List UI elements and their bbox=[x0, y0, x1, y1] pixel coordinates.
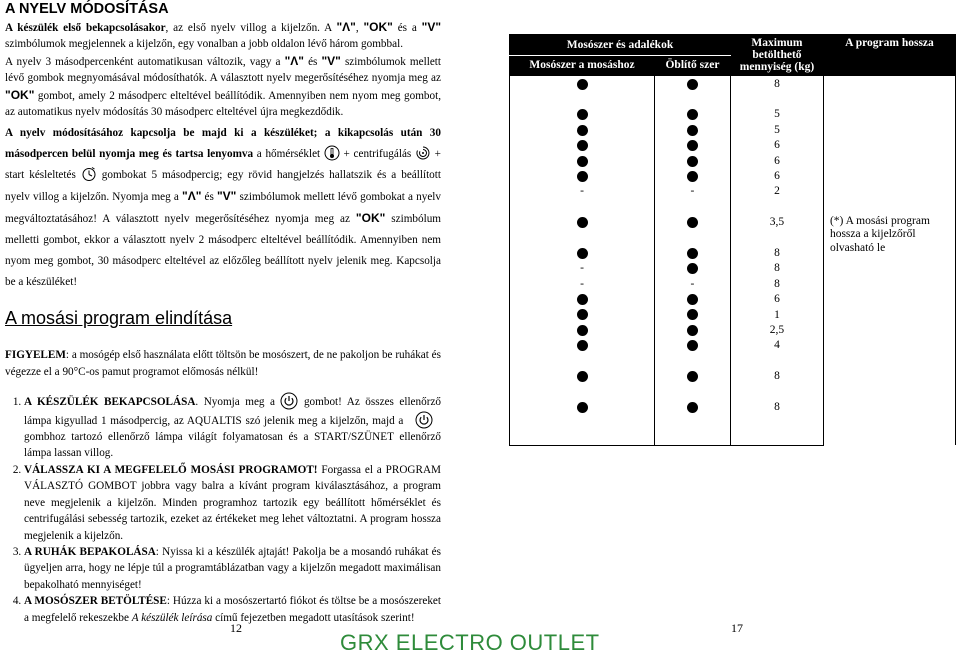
max-load-cell bbox=[730, 230, 823, 245]
max-load-header: Maximum betölthető mennyiség (kg) bbox=[730, 35, 823, 76]
step-1: 1. A KÉSZÜLÉK BEKAPCSOLÁSA. Nyomja meg a gombot! Az összes ellenőrző lámpa kigyullad 1 másodpercig, az AQUALTIS szó jelenik meg a kijelzőn, majd a gombhoz tartozó ellenőrző lámpa világít folyamatosan és a START/SZÜNET ellenőrző lámpa lassan villog. bbox=[24, 392, 441, 462]
detergent-cell bbox=[510, 322, 655, 337]
softener-cell bbox=[655, 399, 731, 414]
wash-program-heading: A mosási program elindítása bbox=[5, 308, 233, 329]
softener-cell bbox=[655, 245, 731, 260]
filled-dot-icon bbox=[577, 248, 588, 259]
page-number-right: 17 bbox=[731, 621, 743, 635]
filled-dot-icon bbox=[687, 156, 698, 167]
detergent-cell bbox=[510, 168, 655, 183]
detergent-cell bbox=[510, 138, 655, 153]
detergent-cell bbox=[510, 107, 655, 122]
softener-cell bbox=[655, 338, 731, 353]
max-load-cell: 3,5 bbox=[730, 215, 823, 230]
steps-list bbox=[5, 392, 441, 626]
detergent-cell bbox=[510, 291, 655, 306]
step-4: 4. A MOSÓSZER BETÖLTÉSE: Húzza ki a mosószertartó fiókot és töltse be a mosószereket a megfelelő rekeszekbe A készülék leírása című fejezetben megadott utasítások szerint! bbox=[24, 593, 441, 626]
max-load-cell: 6 bbox=[730, 291, 823, 306]
max-load-cell bbox=[730, 415, 823, 446]
ok-symbol: "OK" bbox=[363, 20, 393, 34]
softener-cell bbox=[655, 384, 731, 399]
filled-dot-icon bbox=[577, 217, 588, 228]
filled-dot-icon bbox=[687, 309, 698, 320]
softener-cell bbox=[655, 261, 731, 276]
max-load-cell bbox=[730, 353, 823, 368]
filled-dot-icon bbox=[687, 402, 698, 413]
detergent-cell: - bbox=[510, 276, 655, 291]
filled-dot-icon bbox=[687, 171, 698, 182]
power-icon bbox=[407, 411, 441, 429]
left-column bbox=[5, 0, 441, 626]
filled-dot-icon bbox=[687, 325, 698, 336]
detergent-wash-header: Mosószer a mosáshoz bbox=[510, 55, 655, 76]
max-load-cell: 4 bbox=[730, 338, 823, 353]
softener-header: Öblítő szer bbox=[655, 55, 731, 76]
max-load-cell: 6 bbox=[730, 138, 823, 153]
filled-dot-icon bbox=[577, 79, 588, 90]
softener-cell bbox=[655, 199, 731, 214]
detergent-cell bbox=[510, 199, 655, 214]
detergent-cell bbox=[510, 76, 655, 92]
power-icon bbox=[280, 392, 298, 410]
softener-cell bbox=[655, 322, 731, 337]
max-load-cell: 5 bbox=[730, 107, 823, 122]
filled-dot-icon bbox=[687, 340, 698, 351]
detergent-cell bbox=[510, 230, 655, 245]
ok-symbol: "OK" bbox=[5, 87, 35, 102]
max-load-cell: 2 bbox=[730, 184, 823, 199]
step-2: 2. VÁLASSZA KI A MEGFELELŐ MOSÁSI PROGRAMOT! Forgassa el a PROGRAM VÁLASZTÓ GOMBOT jobbra vagy balra a kívánt program kiválasztásához, a program neve megjelenik a kijelzőn. Minden programhoz tartozik egy beállított hőmérséklet és centrifugálási sebesség tartozik, ezeket az értékeket meg lehet változtatni. A program hossza megjelenik a kijelzőn. bbox=[24, 462, 441, 544]
language-modify-instructions: A nyelv módosításához kapcsolja be majd ki a készüléket; a kikapcsolás után 30 másodpercen belül nyomja meg és tartsa lenyomva a hőmérséklet + centrifugálás + start késleltetés gombokat 5 másodpercig; egy rövid hangjelzés hallatszik és a beállított nyelv villog a kijelzőn. Nyomja meg a "Λ" és "V" szimbólumok mellett lévő gombokat a nyelv megváltoztatásához! A választott nyelv megerősítéséhez nyomja meg az "OK" szimbólum melletti gombot, ekkor a választott nyelv 2 másodperc elteltével beállítódik. Amennyiben nem nyom meg gombot, 30 másodperc elteltével az előzőleg beállított nyelv jelenik meg. Kapcsolja be a készüléket! bbox=[5, 127, 441, 289]
filled-dot-icon bbox=[577, 125, 588, 136]
softener-cell bbox=[655, 215, 731, 230]
softener-cell bbox=[655, 91, 731, 106]
softener-cell bbox=[655, 138, 731, 153]
filled-dot-icon bbox=[687, 294, 698, 305]
max-load-cell: 6 bbox=[730, 153, 823, 168]
language-heading: A NYELV MÓDOSÍTÁSA bbox=[5, 1, 169, 17]
max-load-cell: 6 bbox=[730, 168, 823, 183]
filled-dot-icon bbox=[577, 294, 588, 305]
softener-cell bbox=[655, 353, 731, 368]
max-load-cell: 5 bbox=[730, 122, 823, 137]
filled-dot-icon bbox=[687, 248, 698, 259]
filled-dot-icon bbox=[687, 217, 698, 228]
detergent-cell bbox=[510, 215, 655, 230]
table-row bbox=[510, 76, 956, 92]
program-length-header: A program hossza bbox=[823, 35, 955, 76]
detergent-cell bbox=[510, 415, 655, 446]
max-load-cell: 8 bbox=[730, 76, 823, 92]
max-load-cell bbox=[730, 199, 823, 214]
filled-dot-icon bbox=[577, 140, 588, 151]
detergent-cell bbox=[510, 384, 655, 399]
temperature-icon bbox=[324, 145, 340, 161]
softener-cell bbox=[655, 122, 731, 137]
filled-dot-icon bbox=[577, 340, 588, 351]
filled-dot-icon bbox=[577, 325, 588, 336]
filled-dot-icon bbox=[687, 125, 698, 136]
filled-dot-icon bbox=[577, 171, 588, 182]
filled-dot-icon bbox=[687, 263, 698, 274]
detergent-cell bbox=[510, 307, 655, 322]
ok-symbol: "OK" bbox=[355, 211, 386, 226]
down-symbol: "V" bbox=[216, 189, 237, 204]
max-load-cell: 8 bbox=[730, 399, 823, 414]
detergent-cell bbox=[510, 338, 655, 353]
max-load-cell: 1 bbox=[730, 307, 823, 322]
softener-cell bbox=[655, 230, 731, 245]
max-load-cell: 8 bbox=[730, 245, 823, 260]
max-load-cell bbox=[730, 91, 823, 106]
filled-dot-icon bbox=[687, 140, 698, 151]
filled-dot-icon bbox=[577, 309, 588, 320]
detergent-cell bbox=[510, 368, 655, 383]
program-length-cell bbox=[823, 76, 955, 215]
up-symbol: "Λ" bbox=[284, 53, 304, 68]
max-load-cell bbox=[730, 384, 823, 399]
filled-dot-icon bbox=[577, 402, 588, 413]
program-table bbox=[509, 34, 956, 446]
detergents-header: Mosószer és adalékok bbox=[510, 35, 731, 56]
max-load-cell: 2,5 bbox=[730, 322, 823, 337]
detergent-cell bbox=[510, 353, 655, 368]
delay-timer-icon bbox=[81, 166, 97, 182]
detergent-cell bbox=[510, 91, 655, 106]
step-3: 3. A RUHÁK BEPAKOLÁSA: Nyissa ki a készülék ajtaját! Pakolja be a mosandó ruhákat és ügyeljen arra, hogy ne lépje túl a programtáblázatban vagy a kijelzőn megadott maximálisan bepakolható mennyiséget! bbox=[24, 544, 441, 593]
warning-note: FIGYELEM: a mosógép első használata előtt töltsön be mosószert, de ne pakoljon be ruhákat és végezze el a 90°C-os pamut programot előmosás nélkül! bbox=[5, 349, 441, 378]
program-length-note: (*) A mosási program hossza a kijelzőről olvasható le bbox=[823, 215, 955, 446]
page-number-left: 12 bbox=[230, 621, 242, 635]
table-row bbox=[510, 215, 956, 230]
softener-cell bbox=[655, 307, 731, 322]
max-load-cell: 8 bbox=[730, 276, 823, 291]
softener-cell bbox=[655, 368, 731, 383]
softener-cell bbox=[655, 107, 731, 122]
softener-cell bbox=[655, 291, 731, 306]
filled-dot-icon bbox=[577, 156, 588, 167]
filled-dot-icon bbox=[687, 371, 698, 382]
softener-cell bbox=[655, 168, 731, 183]
softener-cell: - bbox=[655, 184, 731, 199]
softener-cell bbox=[655, 415, 731, 446]
up-symbol: "Λ" bbox=[336, 20, 356, 34]
detergent-cell bbox=[510, 153, 655, 168]
max-load-cell: 8 bbox=[730, 261, 823, 276]
language-intro: A készülék első bekapcsolásakor, az első nyelv villog a kijelzőn. A "Λ", "OK" és a "V" szimbólumok megjelennek a kijelzőn, egy vonalban a jobb oldalon lévő három gombbal. bbox=[5, 20, 442, 51]
max-load-cell: 8 bbox=[730, 368, 823, 383]
up-symbol: "Λ" bbox=[182, 189, 202, 204]
filled-dot-icon bbox=[577, 371, 588, 382]
filled-dot-icon bbox=[687, 79, 698, 90]
down-symbol: "V" bbox=[321, 53, 341, 68]
detergent-cell: - bbox=[510, 184, 655, 199]
detergent-cell bbox=[510, 245, 655, 260]
language-auto-change: A nyelv 3 másodpercenként automatikusan változik, vagy a "Λ" és "V" szimbólumok mellett lévő gombok megnyomásával módosíthatók. A választott nyelv megerősítéséhez nyomja meg az "OK" gombot, amely 2 másodperc elteltével beállítódik. Amennyiben nem nyom meg gombot, az automatikus nyelv módosítás 30 másodperc elteltével újra megkezdődik. bbox=[5, 53, 442, 119]
footer-brand: GRX ELECTRO OUTLET bbox=[340, 630, 600, 655]
detergent-cell bbox=[510, 399, 655, 414]
detergent-cell bbox=[510, 122, 655, 137]
spin-icon bbox=[415, 145, 431, 161]
detergent-cell: - bbox=[510, 261, 655, 276]
softener-cell bbox=[655, 153, 731, 168]
softener-cell: - bbox=[655, 276, 731, 291]
softener-cell bbox=[655, 76, 731, 92]
filled-dot-icon bbox=[577, 109, 588, 120]
filled-dot-icon bbox=[687, 109, 698, 120]
down-symbol: "V" bbox=[421, 20, 442, 34]
